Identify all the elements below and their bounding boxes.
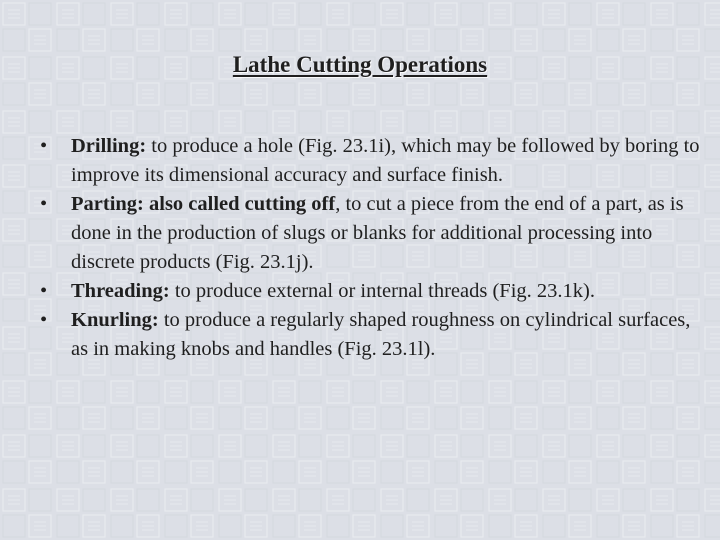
bullet-icon: • (40, 193, 48, 215)
bullet-text: to produce a regularly shaped roughness on cylindrical surfaces, as in making knobs and handles (Fig. 23.1l). (71, 309, 691, 360)
bullet-item-drilling (40, 132, 700, 190)
bullet-item-knurling (40, 306, 700, 364)
bullet-item-threading (40, 277, 700, 306)
bullet-term: Knurling: (71, 309, 159, 331)
bullet-item-parting (40, 190, 700, 277)
bullet-icon: • (40, 280, 48, 302)
bullet-list (40, 132, 700, 364)
bullet-icon: • (40, 309, 48, 331)
bullet-text: to produce external or internal threads (Fig. 23.1k). (169, 280, 595, 302)
bullet-term: Drilling: (71, 135, 147, 157)
bullet-text: to produce a hole (Fig. 23.1i), which may be followed by boring to improve its dimensional accuracy and surface finish. (71, 135, 700, 186)
bullet-text: , to cut a piece from the end of a part, as is done in the production of slugs or blanks for additional processing into discrete products (Fig. 23.1j). (71, 193, 684, 273)
bullet-term: Threading: (71, 280, 170, 302)
bullet-icon: • (40, 135, 48, 157)
bullet-term: Parting: also called cutting off (71, 193, 336, 215)
slide-title: Lathe Cutting Operations (232, 52, 488, 77)
